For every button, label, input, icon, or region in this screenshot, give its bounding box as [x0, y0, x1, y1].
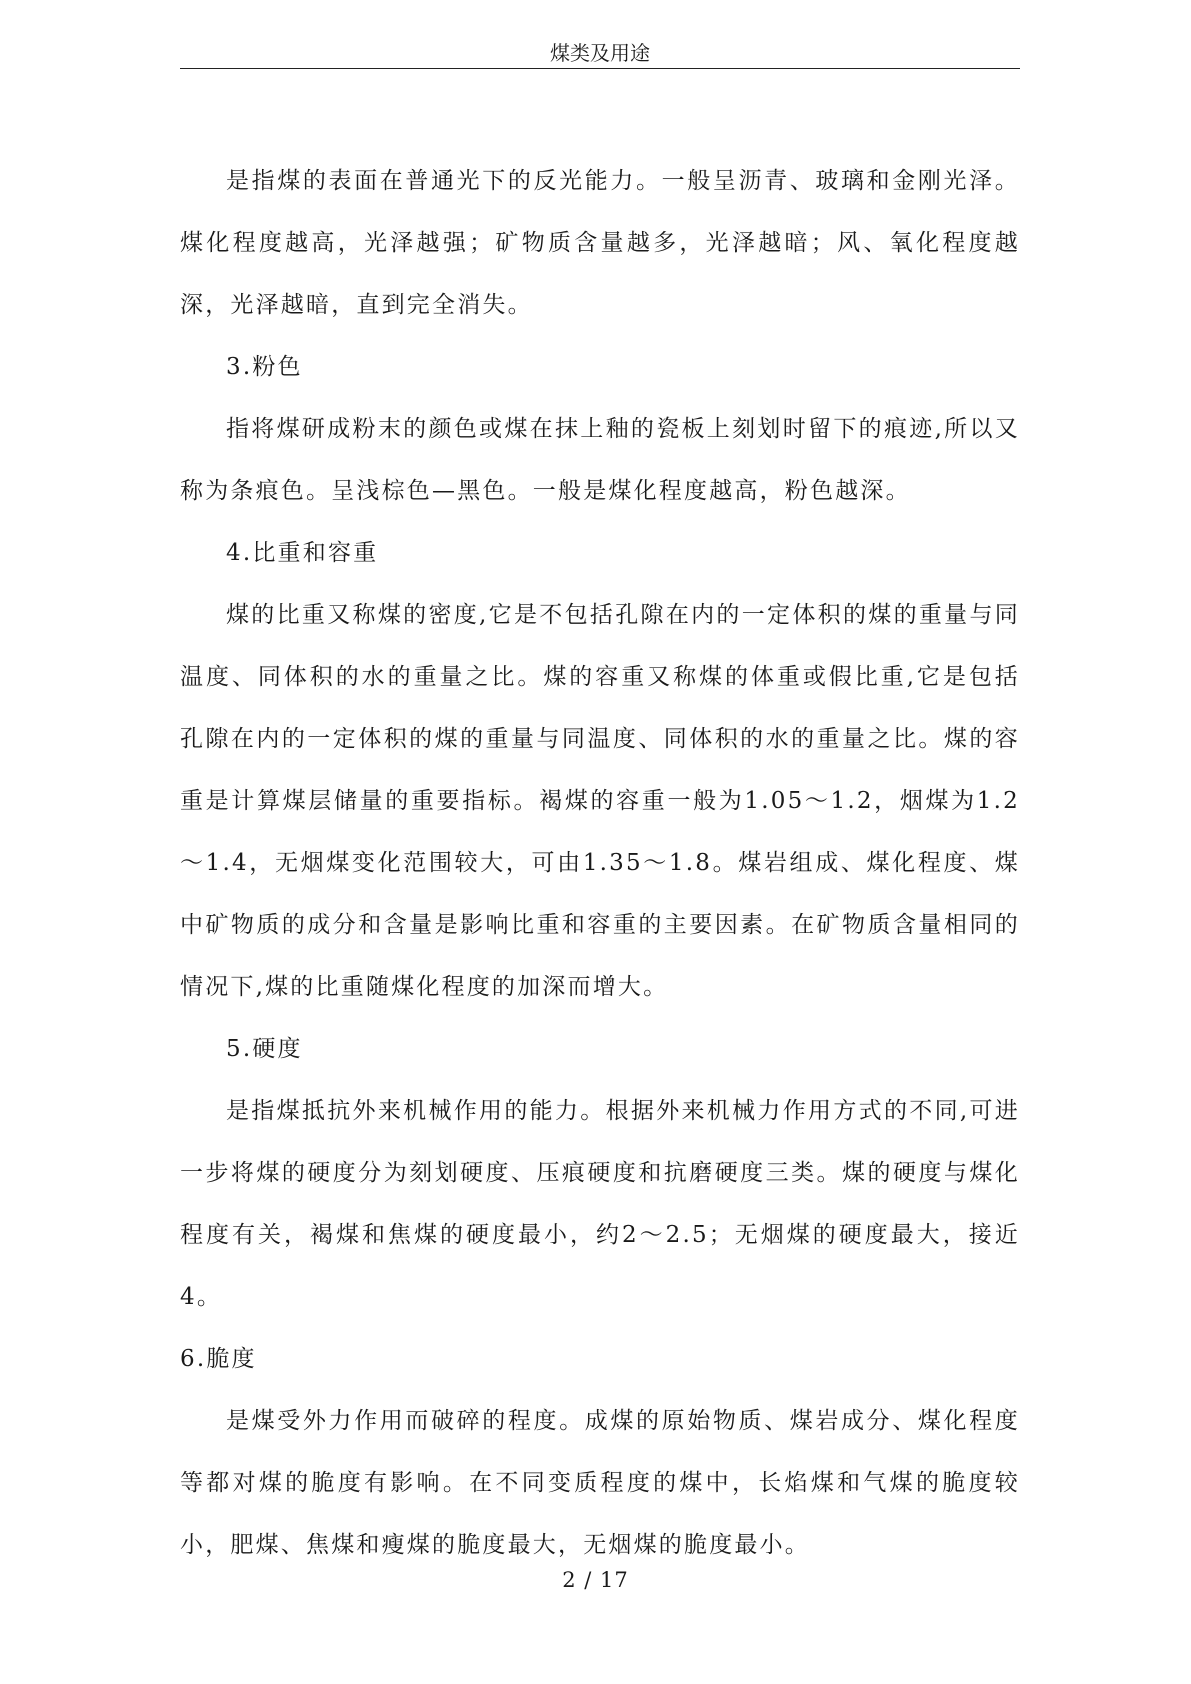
paragraph-streak: 指将煤研成粉末的颜色或煤在抹上釉的瓷板上刻划时留下的痕迹,所以又称为条痕色。呈浅棕色—黑色。一般是煤化程度越高，粉色越深。 [180, 416, 1020, 504]
section-heading-streak: 3.粉色 [226, 354, 303, 380]
document-body [180, 150, 1020, 1576]
page-header [180, 38, 1020, 69]
section-heading-hardness: 5.硬度 [226, 1036, 303, 1062]
header-title: 煤类及用途 [550, 41, 650, 65]
paragraph-density: 煤的比重又称煤的密度,它是不包括孔隙在内的一定体积的煤的重量与同温度、同体积的水的重量之比。煤的容重又称煤的体重或假比重,它是包括孔隙在内的一定体积的煤的重量与同温度、同体积的水的重量之比。煤的容重是计算煤层储量的重要指标。褐煤的容重一般为1.05～1.2，烟煤为1.2～1.4，无烟煤变化范围较大，可由1.35～1.8。煤岩组成、煤化程度、煤中矿物质的成分和含量是影响比重和容重的主要因素。在矿物质含量相同的情况下,煤的比重随煤化程度的加深而增大。 [180, 602, 1020, 1000]
paragraph-hardness: 是指煤抵抗外来机械作用的能力。根据外来机械力作用方式的不同,可进一步将煤的硬度分为刻划硬度、压痕硬度和抗磨硬度三类。煤的硬度与煤化程度有关，褐煤和焦煤的硬度最小，约2～2.5；无烟煤的硬度最大，接近4。 [180, 1098, 1020, 1310]
paragraph-brittleness: 是煤受外力作用而破碎的程度。成煤的原始物质、煤岩成分、煤化程度等都对煤的脆度有影响。在不同变质程度的煤中，长焰煤和气煤的脆度较小，肥煤、焦煤和瘦煤的脆度最大，无烟煤的脆度最小。 [180, 1408, 1020, 1558]
section-heading-brittleness: 6.脆度 [180, 1346, 257, 1372]
page-number: 2 / 17 [562, 1568, 629, 1592]
section-heading-density: 4.比重和容重 [226, 540, 379, 566]
paragraph-luster: 是指煤的表面在普通光下的反光能力。一般呈沥青、玻璃和金刚光泽。煤化程度越高，光泽越强；矿物质含量越多，光泽越暗；风、氧化程度越深，光泽越暗，直到完全消失。 [180, 168, 1020, 318]
